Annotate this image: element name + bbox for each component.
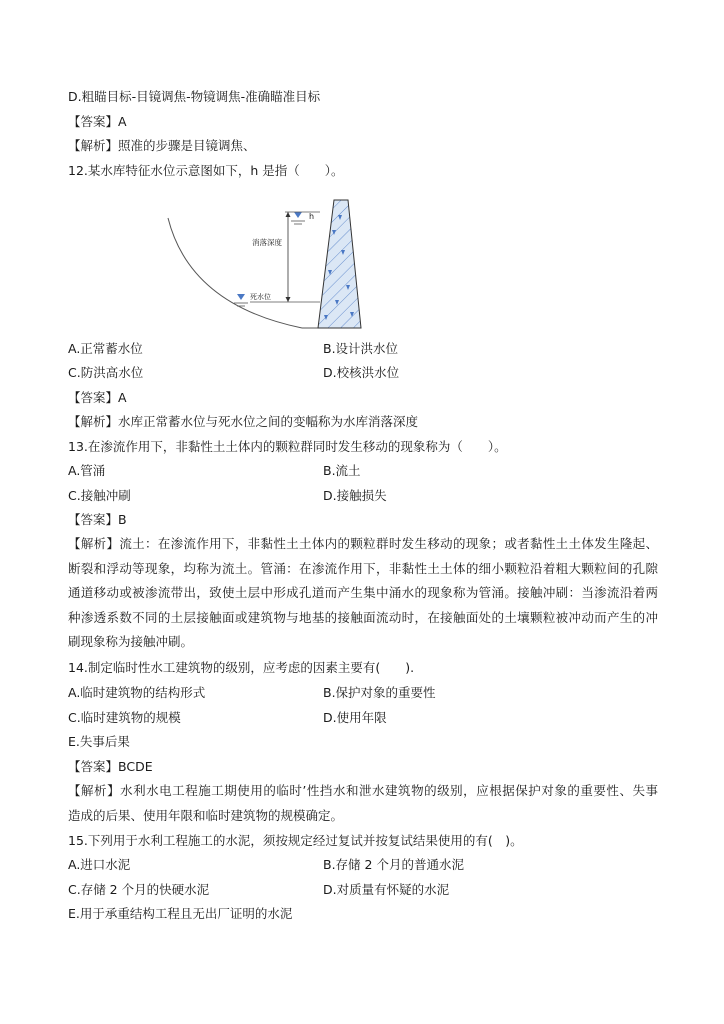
depth-label: 消落深度 — [252, 238, 282, 247]
q11-option-d: D.粗瞄目标-目镜调焦-物镜调焦-准确瞄准目标 — [68, 89, 321, 104]
q14-option-a: A.临时建筑物的结构形式 — [68, 685, 206, 700]
q13-analysis-line: 通道移动或被渗流带出，致使土层中形成孔道而产生集中涌水的现象称为管涌。接触冲刷：当渗流沿着两 — [68, 585, 658, 600]
q12-analysis: 【解析】水库正常蓄水位与死水位之间的变幅称为水库消落深度 — [68, 414, 419, 429]
q15-option-a: A.进口水泥 — [68, 857, 131, 872]
q15-stem: 15.下列用于水利工程施工的水泥，须按规定经过复试并按复试结果使用的有( )。 — [68, 833, 523, 848]
q14-analysis-line: 【解析】水利水电工程施工期使用的临时’性挡水和泄水建筑物的级别，应根据保护对象的重要性、失事 — [68, 783, 658, 798]
q14-option-c: C.临时建筑物的规模 — [68, 710, 181, 725]
q13-option-b: B.流土 — [323, 463, 361, 478]
q11-analysis: 【解析】照准的步骤是目镜调焦、 — [68, 138, 256, 153]
dead-level-label: 死水位 — [250, 293, 271, 301]
q15-option-b: B.存储 2 个月的普通水泥 — [323, 857, 464, 872]
q12-option-a: A.正常蓄水位 — [68, 341, 143, 356]
q13-answer: 【答案】B — [68, 512, 127, 527]
q14-analysis — [68, 779, 658, 828]
normal-level-marker — [294, 212, 302, 218]
q13-analysis — [68, 532, 658, 655]
q14-option-b: B.保护对象的重要性 — [323, 685, 436, 700]
q13-option-d: D.接触损失 — [323, 488, 387, 503]
q13-analysis-line: 刷现象称为接触冲刷。 — [68, 634, 194, 649]
q14-analysis-line: 造成的后果、使用年限和临时建筑物的规模确定。 — [68, 807, 344, 823]
dead-level-marker — [237, 294, 245, 300]
q13-option-c: C.接触冲刷 — [68, 488, 131, 503]
q15-option-e: E.用于承重结构工程且无出厂证明的水泥 — [68, 906, 293, 921]
q14-option-e: E.失事后果 — [68, 734, 130, 749]
q12-stem: 12.某水库特征水位示意图如下，h 是指（ ）。 — [68, 163, 344, 178]
q14-answer: 【答案】BCDE — [68, 759, 153, 774]
q13-analysis-line: 断裂和浮动等现象，均称为流土。管涌：在渗流作用下，非黏性土土体的细小颗粒沿着粗大颗粒间的孔隙 — [68, 560, 658, 576]
q12-option-c: C.防洪高水位 — [68, 365, 144, 380]
reservoir-bank-curve — [168, 218, 302, 328]
q14-stem: 14.制定临时性水工建筑物的级别，应考虑的因素主要有( ). — [68, 660, 415, 675]
q14-option-d: D.使用年限 — [323, 710, 387, 725]
q15-option-d: D.对质量有怀疑的水泥 — [323, 882, 450, 897]
h-label: h — [309, 212, 315, 221]
dam-body — [318, 200, 361, 328]
q13-stem: 13.在渗流作用下，非黏性土土体内的颗粒群同时发生移动的现象称为（ ）。 — [68, 439, 507, 454]
q12-answer: 【答案】A — [68, 390, 127, 405]
q13-analysis-line: 【解析】流土：在渗流作用下，非黏性土土体内的颗粒群时发生移动的现象；或者黏性土土体发生隆起、 — [68, 536, 658, 551]
reservoir-level-diagram — [160, 190, 370, 335]
q13-option-a: A.管涌 — [68, 463, 106, 478]
q11-answer: 【答案】A — [68, 114, 127, 129]
q12-option-b: B.设计洪水位 — [323, 341, 399, 356]
q15-option-c: C.存储 2 个月的快硬水泥 — [68, 882, 210, 897]
q13-analysis-line: 种渗透系数不同的土层接触面或建筑物与地基的接触面流动时，在接触面处的土壤颗粒被冲动而产生的冲 — [68, 609, 658, 625]
q12-option-d: D.校核洪水位 — [323, 365, 400, 380]
